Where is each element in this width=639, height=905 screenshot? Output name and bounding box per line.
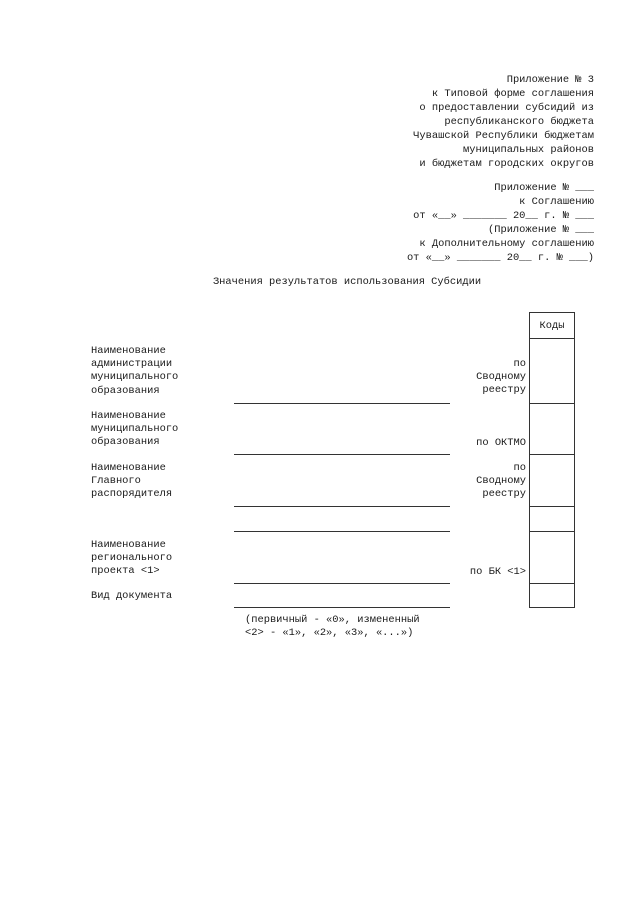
distributor-name-label: Наименование Главного распорядителя bbox=[91, 462, 173, 501]
codes-header: Коды bbox=[539, 320, 565, 332]
supplementary-date-line: от «__» _______ 20__ г. № ___) bbox=[406, 252, 594, 264]
extra-name-field[interactable] bbox=[234, 531, 450, 532]
doc-type-field[interactable] bbox=[234, 607, 450, 608]
oktmo-label: по ОКТМО bbox=[476, 437, 526, 449]
admin-name-label: Наименование администрации муниципального образования bbox=[91, 345, 179, 397]
oktmo-code-cell[interactable] bbox=[529, 403, 575, 455]
agreement-date-line: от «__» _______ 20__ г. № ___ bbox=[413, 210, 594, 222]
bk-code-cell[interactable] bbox=[529, 531, 575, 584]
supplementary-agreement-line: к Дополнительному соглашению bbox=[419, 238, 594, 250]
supplementary-appendix-number: (Приложение № ___ bbox=[487, 224, 594, 236]
codes-header-cell bbox=[529, 312, 575, 339]
municipality-name-field[interactable] bbox=[234, 454, 450, 455]
appendix-line: и бюджетам городских округов bbox=[419, 158, 594, 170]
admin-code-cell[interactable] bbox=[529, 338, 575, 404]
page-title: Значения результатов использования Субсидии bbox=[212, 276, 482, 288]
distributor-name-field[interactable] bbox=[234, 506, 450, 507]
distributor-code-label: по Сводному реестру bbox=[476, 462, 526, 501]
appendix-line: республиканского бюджета bbox=[444, 116, 594, 128]
appendix-line: о предоставлении субсидий из bbox=[419, 102, 594, 114]
appendix-number: Приложение № 3 bbox=[506, 74, 594, 86]
appendix-line: к Типовой форме соглашения bbox=[431, 88, 594, 100]
extra-code-cell[interactable] bbox=[529, 506, 575, 532]
doc-type-code-cell[interactable] bbox=[529, 583, 575, 608]
agreement-appendix-number: Приложение № ___ bbox=[494, 182, 594, 194]
appendix-line: Чувашской Республики бюджетам bbox=[413, 130, 594, 142]
doc-type-label: Вид документа bbox=[91, 590, 173, 602]
agreement-line: к Соглашению bbox=[519, 196, 594, 208]
admin-code-label: по Сводному реестру bbox=[476, 358, 526, 397]
doc-type-note: (первичный - «0», измененный <2> - «1», «2», «3», «...») bbox=[245, 614, 420, 640]
distributor-code-cell[interactable] bbox=[529, 454, 575, 507]
project-name-label: Наименование регионального проекта <1> bbox=[91, 539, 173, 578]
appendix-line: муниципальных районов bbox=[463, 144, 594, 156]
municipality-name-label: Наименование муниципального образования bbox=[91, 410, 179, 449]
bk-label: по БК <1> bbox=[469, 566, 526, 578]
admin-name-field[interactable] bbox=[234, 403, 450, 404]
project-name-field[interactable] bbox=[234, 583, 450, 584]
